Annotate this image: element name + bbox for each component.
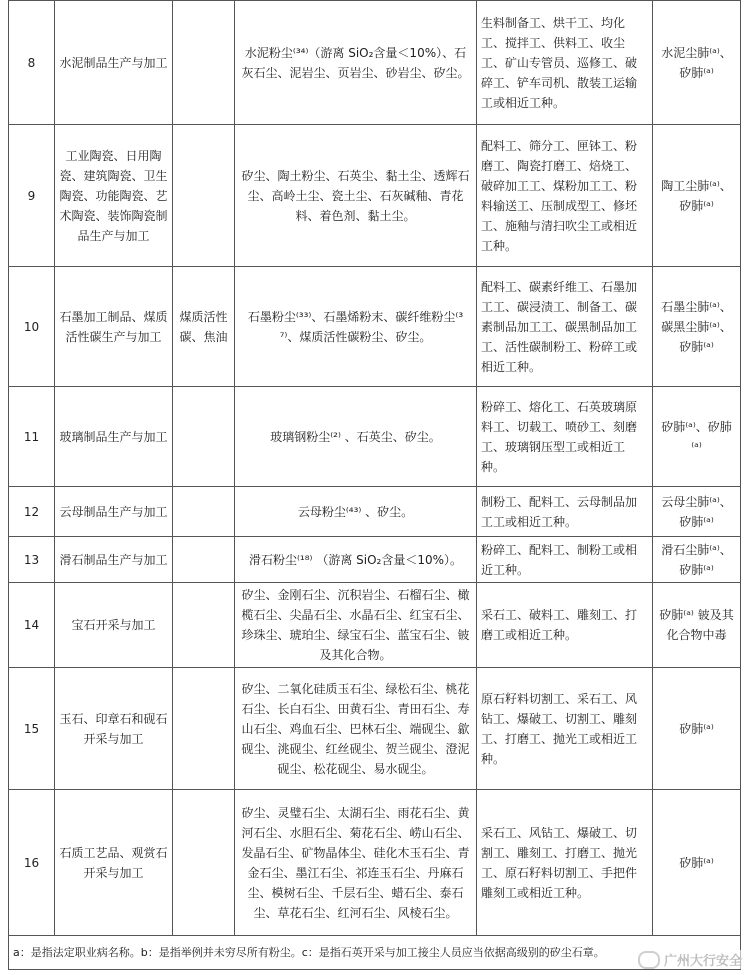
row-number: 14 <box>9 583 55 668</box>
row-number: 13 <box>9 537 55 583</box>
substance-cell <box>173 1 235 125</box>
substance-cell <box>173 668 235 790</box>
substance-cell <box>173 537 235 583</box>
table-row <box>9 790 741 936</box>
table-row <box>9 125 741 267</box>
dust-cell: 滑石粉尘⁽¹⁸⁾ （游离 SiO₂含量＜10%）。 <box>235 537 477 583</box>
disease-cell: 陶工尘肺⁽ᵃ⁾、矽肺⁽ᵃ⁾ <box>653 125 741 267</box>
dust-hazard-table <box>8 0 741 970</box>
row-number: 10 <box>9 267 55 387</box>
footnote-row <box>9 936 741 970</box>
industry-cell: 滑石制品生产与加工 <box>55 537 173 583</box>
table-row <box>9 537 741 583</box>
row-number: 11 <box>9 387 55 487</box>
industry-cell: 玻璃制品生产与加工 <box>55 387 173 487</box>
table-row <box>9 583 741 668</box>
industry-cell: 石质工艺品、观赏石开采与加工 <box>55 790 173 936</box>
disease-cell: 矽肺⁽ᵃ⁾ <box>653 668 741 790</box>
row-number: 12 <box>9 487 55 537</box>
jobs-cell: 采石工、破料工、雕刻工、打磨工或相近工种。 <box>477 583 653 668</box>
watermark <box>638 950 742 969</box>
jobs-cell: 配料工、碳素纤维工、石墨加工工、碳浸渍工、制备工、碳素制品加工工、碳黑制品加工工、活性碳制粉工、粉碎工或相近工种。 <box>477 267 653 387</box>
dust-cell: 矽尘、金刚石尘、沉积岩尘、石榴石尘、橄榄石尘、尖晶石尘、水晶石尘、红宝石尘、珍珠尘、琥珀尘、绿宝石尘、蓝宝石尘、铍及其化合物。 <box>235 583 477 668</box>
row-number: 15 <box>9 668 55 790</box>
dust-cell: 矽尘、二氧化硅质玉石尘、绿松石尘、桃花石尘、长白石尘、田黄石尘、青田石尘、寿山石尘、鸡血石尘、巴林石尘、端砚尘、歙砚尘、洮砚尘、红丝砚尘、贺兰砚尘、澄泥砚尘、松花砚尘、易水砚尘。 <box>235 668 477 790</box>
chat-bubble-icon <box>638 951 660 969</box>
dust-cell: 玻璃钢粉尘⁽²⁾ 、石英尘、矽尘。 <box>235 387 477 487</box>
table-row <box>9 668 741 790</box>
jobs-cell: 采石工、风钻工、爆破工、切割工、雕刻工、打磨工、抛光工、原石籽料切割工、手把件雕刻工或相近工种。 <box>477 790 653 936</box>
dust-cell: 矽尘、灵璧石尘、太湖石尘、雨花石尘、黄河石尘、水胆石尘、菊花石尘、崂山石尘、发晶石尘、矿物晶体尘、硅化木玉石尘、青金石尘、墨江石尘、祁连玉石尘、丹麻石尘、模树石尘、千层石尘、蜡石尘、泰石尘、草花石尘、红河石尘、风棱石尘。 <box>235 790 477 936</box>
disease-cell: 矽肺⁽ᵃ⁾ 铍及其化合物中毒 <box>653 583 741 668</box>
substance-cell <box>173 387 235 487</box>
disease-cell: 石墨尘肺⁽ᵃ⁾、碳黑尘肺⁽ᵃ⁾、矽肺⁽ᵃ⁾ <box>653 267 741 387</box>
disease-cell: 滑石尘肺⁽ᵃ⁾、矽肺⁽ᵃ⁾ <box>653 537 741 583</box>
jobs-cell: 配料工、筛分工、匣钵工、粉磨工、陶瓷打磨工、焙烧工、破碎加工工、煤粉加工工、粉料输送工、压制成型工、修坯工、施釉与清扫吹尘工或相近工种。 <box>477 125 653 267</box>
row-number: 16 <box>9 790 55 936</box>
jobs-cell: 原石籽料切割工、采石工、风钻工、爆破工、切割工、雕刻工、打磨工、抛光工或相近工种。 <box>477 668 653 790</box>
dust-cell: 石墨粉尘⁽³³⁾、石墨烯粉末、碳纤维粉尘⁽³⁷⁾、煤质活性碳粉尘、矽尘。 <box>235 267 477 387</box>
footnote: a：是指法定职业病名称。b：是指举例并未穷尽所有粉尘。c：是指石英开采与加工接尘人员应当依据高级别的矽尘石章。 <box>9 936 741 970</box>
table-row <box>9 267 741 387</box>
disease-cell: 矽肺⁽ᵃ⁾ <box>653 790 741 936</box>
industry-cell: 云母制品生产与加工 <box>55 487 173 537</box>
disease-cell: 云母尘肺⁽ᵃ⁾、矽肺⁽ᵃ⁾ <box>653 487 741 537</box>
industry-cell: 宝石开采与加工 <box>55 583 173 668</box>
substance-cell <box>173 583 235 668</box>
substance-cell <box>173 487 235 537</box>
dust-cell: 矽尘、陶土粉尘、石英尘、黏土尘、透辉石尘、高岭土尘、瓷土尘、石灰碱釉、青花料、着色剂、黏土尘。 <box>235 125 477 267</box>
industry-cell: 石墨加工制品、煤质活性碳生产与加工 <box>55 267 173 387</box>
disease-cell: 水泥尘肺⁽ᵃ⁾、矽肺⁽ᵃ⁾ <box>653 1 741 125</box>
industry-cell: 工业陶瓷、日用陶瓷、建筑陶瓷、卫生陶瓷、功能陶瓷、艺术陶瓷、装饰陶瓷制品生产与加工 <box>55 125 173 267</box>
disease-cell: 矽肺⁽ᵃ⁾、矽肺⁽ᵃ⁾ <box>653 387 741 487</box>
row-number: 8 <box>9 1 55 125</box>
industry-cell: 水泥制品生产与加工 <box>55 1 173 125</box>
substance-cell <box>173 125 235 267</box>
table-row <box>9 1 741 125</box>
row-number: 9 <box>9 125 55 267</box>
dust-cell: 水泥粉尘⁽³⁴⁾（游离 SiO₂含量＜10%）、石灰石尘、泥岩尘、页岩尘、砂岩尘、矽尘。 <box>235 1 477 125</box>
dust-cell: 云母粉尘⁽⁴³⁾ 、矽尘。 <box>235 487 477 537</box>
substance-cell <box>173 790 235 936</box>
watermark-text: 广州大行安全 <box>663 954 742 969</box>
industry-cell: 玉石、印章石和砚石开采与加工 <box>55 668 173 790</box>
table-row <box>9 387 741 487</box>
substance-cell: 煤质活性碳、焦油 <box>173 267 235 387</box>
jobs-cell: 粉碎工、熔化工、石英玻璃原料工、切载工、喷砂工、刻磨工、玻璃钢压型工或相近工种。 <box>477 387 653 487</box>
jobs-cell: 制粉工、配料工、云母制品加工工或相近工种。 <box>477 487 653 537</box>
jobs-cell: 粉碎工、配料工、制粉工或相近工种。 <box>477 537 653 583</box>
table-row <box>9 487 741 537</box>
jobs-cell: 生料制备工、烘干工、均化工、搅拌工、供料工、收尘工、矿山专管员、巡修工、破碎工、铲车司机、散装工运输工或相近工种。 <box>477 1 653 125</box>
